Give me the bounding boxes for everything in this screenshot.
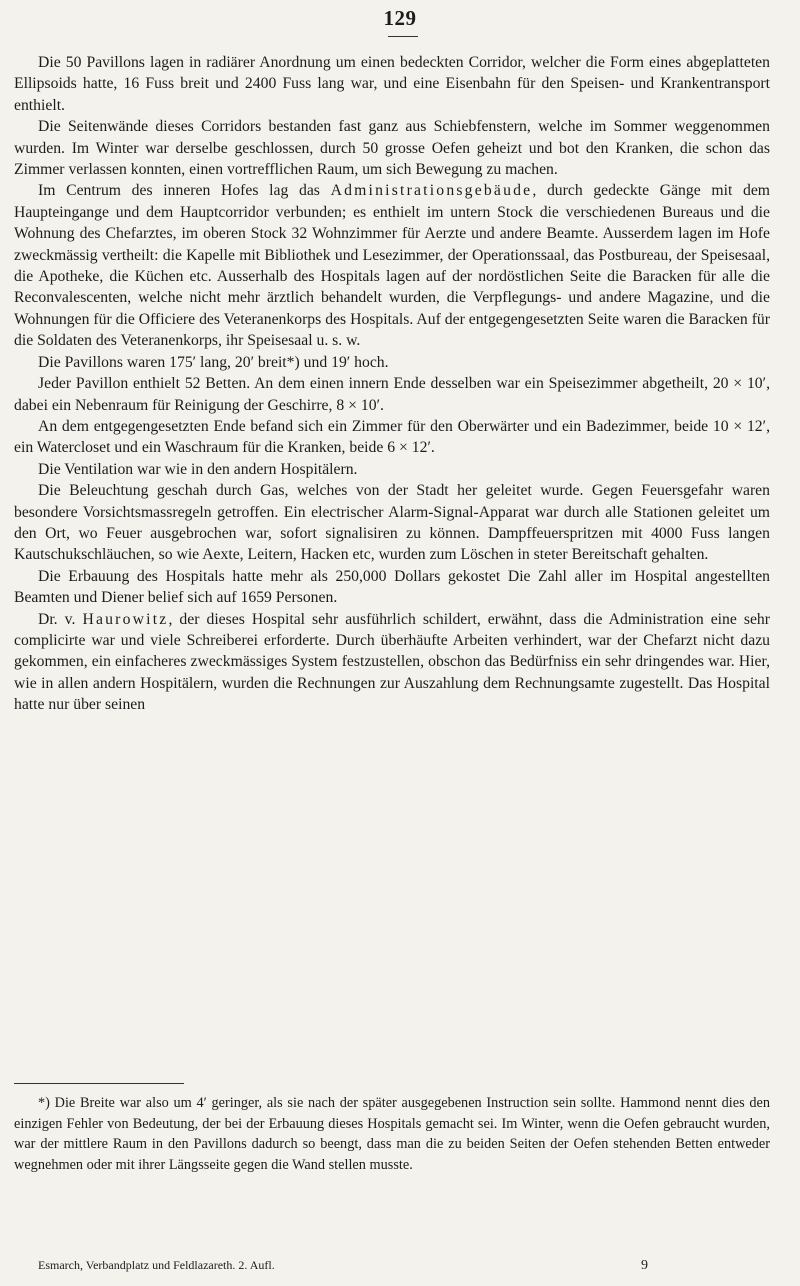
paragraph	[14, 52, 770, 116]
paragraph	[14, 352, 770, 373]
paragraph-text: , der dieses Hospital sehr ausführlich schildert, erwähnt, dass die Administration eine sehr complicirte war und viele Schreiberei erforderte. Durch überhäufte Arbeiten verhindert, war der Chefarzt nicht dazu gekommen, ein einfacheres zweckmässiges System festzustellen, obschon das Bedürfniss ein sehr dringendes war. Hier, wie in allen andern Hospitälern, wurden die Rechnungen zur Auszahlung dem Rechnungsamte zugestellt. Das Hospital hatte nur über seinen	[14, 610, 770, 714]
spaced-name: Administrationsgebäude	[330, 182, 533, 200]
paragraph-text: , durch gedeckte Gänge mit dem Haupteingange und dem Hauptcorridor verbunden; es enthielt im untern Stock die verschiedenen Bureaus und die Wohnung des Chefarztes, im oberen Stock 32 Wohnzimmer für Aerzte und andere Beamte. Ausserdem lagen im Hofe zweckmässig vertheilt: die Kapelle mit Bibliothek und Lesezimmer, der Operationssaal, das Postbureau, der Speisesaal, die Apotheke, die Küchen etc. Ausserhalb des Hospitals lagen auf der nordöstlichen Seite die Baracken für alle die Reconvalescenten, welche nicht mehr ärztlich behandelt wurden, die Verpflegungs- und andere Magazine, und die Wohnungen für die Officiere des Veteranenkorps des Hospitals. Auf der entgegengesetzten Seite waren die Baracken für die Soldaten des Veteranenkorps, ihr Speisesaal u. s. w.	[14, 182, 770, 350]
paragraph-text: Die 50 Pavillons lagen in radiärer Anordnung um einen bedeckten Corridor, welcher die Form eines abgeplatteten Ellipsoids hatte, 16 Fuss breit und 2400 Fuss lang war, und eine Eisenbahn für den Speisen- und Krankentransport enthielt.	[14, 54, 770, 114]
footnotes	[14, 1093, 770, 1175]
printer-signature	[38, 1258, 718, 1274]
paragraph-text: Die Pavillons waren 175′ lang, 20′ breit*) und 19′ hoch.	[38, 353, 389, 371]
spaced-name: Haurowitz	[82, 610, 169, 628]
signature-mark: 9	[641, 1258, 648, 1273]
paragraph	[14, 416, 770, 459]
paragraph	[14, 373, 770, 416]
paragraph	[14, 180, 770, 351]
page-number-underline	[388, 36, 418, 37]
signature-text: Esmarch, Verbandplatz und Feldlazareth. 2. Aufl.	[38, 1258, 275, 1272]
footnote-divider	[14, 1083, 184, 1084]
paragraph-text: Dr. v.	[38, 610, 83, 628]
paragraph-text: An dem entgegengesetzten Ende befand sich ein Zimmer für den Oberwärter und ein Badezimmer, beide 10 × 12′, ein Watercloset und ein Waschraum für die Kranken, beide 6 × 12′.	[14, 417, 770, 457]
paragraph-text: Die Beleuchtung geschah durch Gas, welches von der Stadt her geleitet wurde. Gegen Feuersgefahr waren besondere Vorsichtsmassregeln getroffen. Ein electrischer Alarm-Signal-Apparat war durch alle Stationen geleitet um den Ort, wo Feuer ausgebrochen war, sofort signalisiren zu können. Dampffeuerspritzen mit 4000 Fuss langen Kautschukschläuchen, so wie Aexte, Leitern, Hacken etc, wurden zum Löschen in steter Bereitschaft gehalten.	[14, 482, 770, 564]
paragraph-text: Die Erbauung des Hospitals hatte mehr als 250,000 Dollars gekostet Die Zahl aller im Hospital angestellten Beamten und Diener belief sich auf 1659 Personen.	[14, 567, 770, 607]
paragraph	[14, 480, 770, 566]
paragraph	[14, 566, 770, 609]
paragraph	[14, 609, 770, 716]
paragraph-text: Im Centrum des inneren Hofes lag das	[38, 182, 331, 200]
paragraph-text: Die Ventilation war wie in den andern Hospitälern.	[38, 460, 358, 478]
footnote: *) Die Breite war also um 4′ geringer, als sie nach der später ausgegebenen Instruction sein sollte. Hammond nennt dies den einzigen Fehler von Bedeutung, der bei der Erbauung dieses Hospitals gemacht sei. Im Winter, wenn die Oefen gebraucht wurden, war der mittlere Raum in den Pavillons dadurch so beengt, dass man die zu beiden Seiten der Oefen stehenden Betten entweder wegnehmen oder mit ihrer Längsseite gegen die Wand stellen musste.	[14, 1095, 770, 1173]
paragraph-text: Jeder Pavillon enthielt 52 Betten. An dem einen innern Ende desselben war ein Speisezimmer abgetheilt, 20 × 10′, dabei ein Nebenraum für Reinigung der Geschirre, 8 × 10′.	[14, 375, 770, 414]
body-text	[14, 52, 770, 716]
page-number: 129	[383, 6, 417, 30]
paragraph-text: Die Seitenwände dieses Corridors bestanden fast ganz aus Schiebfenstern, welche im Sommer weggenommen wurden. Im Winter war derselbe geschlossen, durch 50 grosse Oefen geheizt und bot den Kranken, die schon das Zimmer verlassen konnten, einen vortrefflichen Raum, um sich Bewegung zu machen.	[14, 118, 770, 179]
paragraph	[14, 116, 770, 180]
paragraph	[14, 459, 770, 480]
